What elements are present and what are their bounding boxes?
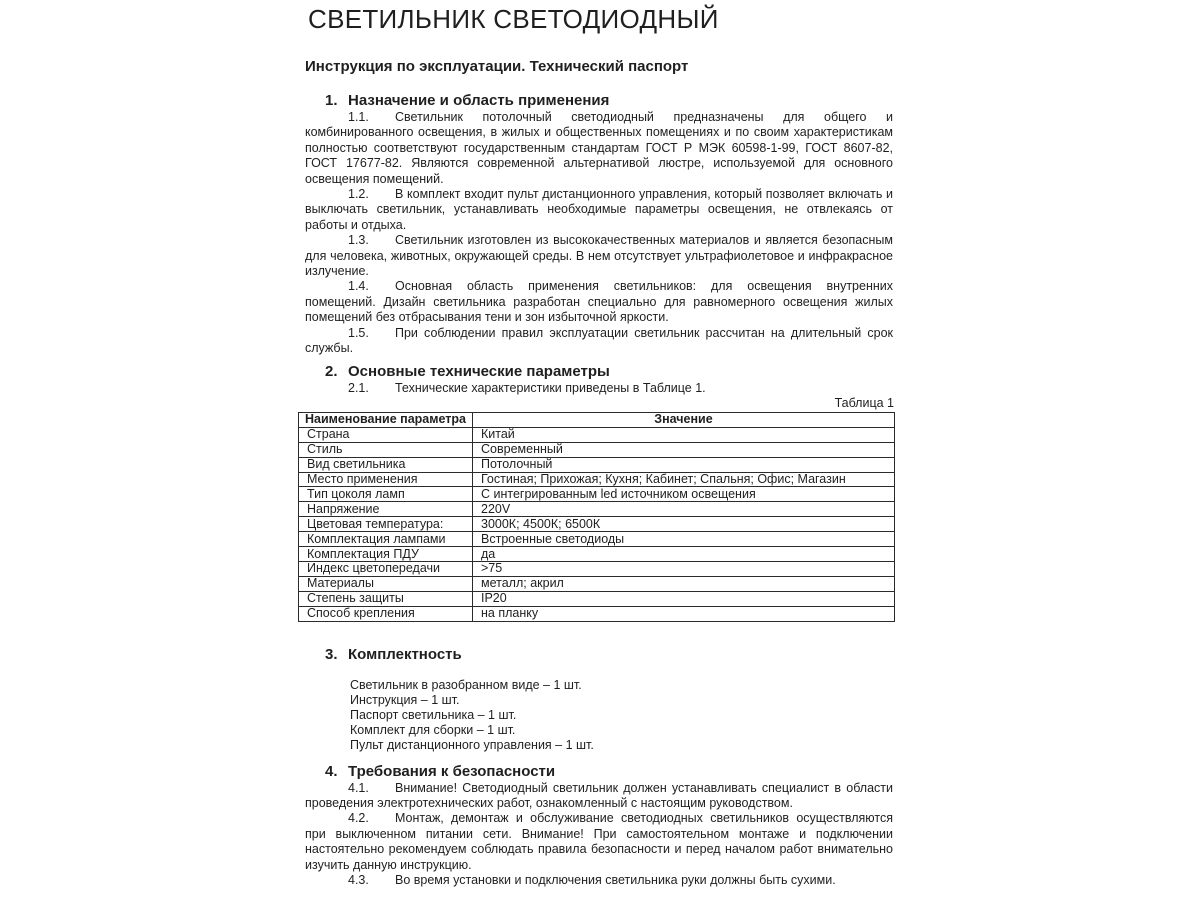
param-value: на планку — [473, 606, 895, 621]
paragraph-1-2 — [305, 187, 893, 233]
specs-table — [298, 412, 895, 622]
table-row — [299, 502, 895, 517]
page-title: СВЕТИЛЬНИК СВЕТОДИОДНЫЙ — [308, 4, 719, 34]
param-name: Комплектация лампами — [299, 532, 473, 547]
table-row — [299, 517, 895, 532]
paragraph-1-3-text: Светильник изготовлен из высококачественных материалов и является безопасным для человека, животных, окружающей среды. В нем отсутствует ультрафиолетовое и инфракрасное излучение. — [305, 233, 893, 279]
param-value: Современный — [473, 442, 895, 457]
table-row — [299, 532, 895, 547]
column-header-parameter: Наименование параметра — [299, 412, 473, 427]
paragraph-4-2-number: 4.2. — [348, 811, 369, 826]
table-row — [299, 427, 895, 442]
paragraph-1-2-number: 1.2. — [348, 187, 369, 202]
section-3-number: 3. — [325, 645, 338, 663]
paragraph-1-5 — [305, 326, 893, 357]
param-name: Комплектация ПДУ — [299, 547, 473, 562]
section-4-body — [305, 781, 893, 889]
paragraph-1-1 — [305, 110, 893, 187]
table-row — [299, 576, 895, 591]
table-row — [299, 442, 895, 457]
paragraph-1-3 — [305, 233, 893, 279]
param-value: Гостиная; Прихожая; Кухня; Кабинет; Спальня; Офис; Магазин — [473, 472, 895, 487]
paragraph-4-1-number: 4.1. — [348, 780, 369, 795]
table-caption: Таблица 1 — [834, 395, 894, 410]
paragraph-1-2-text: В комплект входит пульт дистанционного управления, который позволяет включать и выключать светильник, устанавливать необходимые параметры освещения, не отвлекаясь от работы и отдыха. — [305, 187, 893, 232]
param-name: Место применения — [299, 472, 473, 487]
section-1-heading — [325, 92, 894, 110]
paragraph-1-4-number: 1.4. — [348, 279, 369, 294]
param-value: 220V — [473, 502, 895, 517]
param-name: Стиль — [299, 442, 473, 457]
param-value: металл; акрил — [473, 576, 895, 591]
param-value: Потолочный — [473, 457, 895, 472]
param-value: Китай — [473, 427, 895, 442]
kit-item: Светильник в разобранном виде – 1 шт. — [350, 677, 582, 692]
document-sheet — [298, 0, 894, 888]
section-4-heading-label: Требования к безопасности — [348, 762, 556, 780]
section-2-heading-label: Основные технические параметры — [348, 362, 610, 380]
paragraph-4-2 — [305, 811, 893, 873]
param-name: Цветовая температура: — [299, 517, 473, 532]
section-1-number: 1. — [325, 92, 338, 109]
param-name: Степень защиты — [299, 591, 473, 606]
param-name: Страна — [299, 427, 473, 442]
paragraph-1-1-text: Светильник потолочный светодиодный предназначены для общего и комбинированного освещения, в жилых и общественных помещениях и по своим характеристикам полностью соответствуют государственным стандартам ГОСТ Р МЭК 60598-1-99, ГОСТ 8607-82, ГОСТ 17677-82. Являются современной альтернативой люстре, используемой для основного освещения помещений. — [305, 110, 893, 186]
paragraph-1-4 — [305, 279, 893, 325]
table-header-row — [299, 412, 895, 427]
section-4-number: 4. — [325, 762, 338, 780]
section-2-body — [305, 381, 893, 396]
paragraph-1-3-number: 1.3. — [348, 233, 369, 248]
table-row — [299, 591, 895, 606]
paragraph-4-1 — [305, 781, 893, 812]
section-3-heading — [325, 646, 894, 664]
kit-item: Комплект для сборки – 1 шт. — [350, 722, 516, 737]
paragraph-1-1-number: 1.1. — [348, 110, 369, 124]
section-1-heading-label: Назначение и область применения — [348, 92, 610, 109]
paragraph-1-4-text: Основная область применения светильников: для освещения внутренних помещений. Дизайн светильника разработан специально для равномерного освещения жилых помещений без отбрасывания тени и зон избыточной яркости. — [305, 279, 893, 325]
page-subtitle: Инструкция по эксплуатации. Технический паспорт — [305, 58, 689, 75]
column-header-value: Значение — [473, 412, 895, 427]
kit-item: Пульт дистанционного управления – 1 шт. — [350, 737, 594, 752]
section-3-heading-label: Комплектность — [348, 645, 462, 663]
paragraph-1-5-number: 1.5. — [348, 325, 369, 340]
table-row — [299, 606, 895, 621]
section-2-heading — [325, 363, 894, 381]
table-row — [299, 472, 895, 487]
kit-item: Паспорт светильника – 1 шт. — [350, 707, 517, 722]
kit-contents-list — [350, 678, 894, 753]
paragraph-2-1-number: 2.1. — [348, 380, 369, 395]
param-name: Материалы — [299, 576, 473, 591]
section-4-heading — [325, 763, 894, 781]
param-name: Вид светильника — [299, 457, 473, 472]
param-value: 3000К; 4500К; 6500К — [473, 517, 895, 532]
paragraph-4-3-text: Во время установки и подключения светильника руки должны быть сухими. — [395, 873, 836, 888]
param-value: >75 — [473, 561, 895, 576]
table-row — [299, 457, 895, 472]
param-value: да — [473, 547, 895, 562]
param-name: Тип цоколя ламп — [299, 487, 473, 502]
paragraph-4-1-text: Внимание! Светодиодный светильник должен устанавливать специалист в области проведения электротехнических работ, ознакомленный с настоящим руководством. — [305, 780, 893, 810]
table-row — [299, 487, 895, 502]
table-row — [299, 547, 895, 562]
section-2-number: 2. — [325, 362, 338, 380]
param-value: Встроенные светодиоды — [473, 532, 895, 547]
paragraph-4-2-text: Монтаж, демонтаж и обслуживание светодиодных светильников осуществляются при выключенном питании сети. Внимание! При самостоятельном монтаже и подключении настоятельно рекомендуем соблюдать правила безопасности и перед началом работ внимательно изучить данную инструкцию. — [305, 811, 893, 872]
section-1-body — [305, 110, 893, 357]
param-value: IP20 — [473, 591, 895, 606]
table-row — [299, 561, 895, 576]
param-name: Напряжение — [299, 502, 473, 517]
param-name: Способ крепления — [299, 606, 473, 621]
paragraph-2-1-text: Технические характеристики приведены в Таблице 1. — [395, 380, 706, 395]
param-value: С интегрированным led источником освещения — [473, 487, 895, 502]
paragraph-2-1 — [305, 381, 893, 396]
paragraph-4-3-number: 4.3. — [348, 873, 369, 888]
param-name: Индекс цветопередачи — [299, 561, 473, 576]
kit-item: Инструкция – 1 шт. — [350, 692, 460, 707]
paragraph-1-5-text: При соблюдении правил эксплуатации светильник рассчитан на длительный срок службы. — [305, 325, 893, 356]
paragraph-4-3 — [305, 873, 893, 888]
